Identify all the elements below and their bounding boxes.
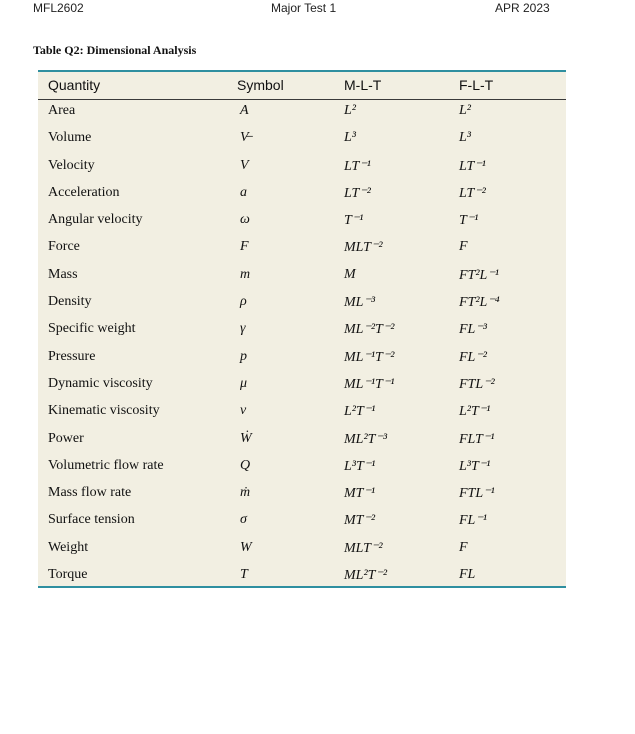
header-course-code: MFL2602 [33, 1, 84, 15]
table-row [38, 510, 566, 537]
symbol-cell: a [240, 184, 247, 200]
table-row [38, 347, 566, 374]
quantity-cell: Force [48, 239, 80, 255]
table-body [38, 101, 566, 592]
symbol-cell: Ẇ [240, 430, 252, 446]
flt-dimension-cell: FL⁻² [459, 349, 487, 365]
mlt-dimension-cell: ML⁻¹T⁻² [344, 349, 395, 365]
quantity-cell: Pressure [48, 348, 96, 364]
symbol-cell: μ [240, 375, 248, 391]
symbol-cell: T [240, 567, 248, 583]
table-row [38, 101, 566, 128]
table-row [38, 374, 566, 401]
mlt-dimension-cell: MT⁻² [344, 513, 376, 529]
mlt-dimension-cell: L² [344, 103, 356, 118]
dimensional-analysis-table [38, 70, 566, 588]
symbol-cell: γ [240, 321, 246, 337]
quantity-cell: Kinematic viscosity [48, 403, 160, 419]
quantity-cell: Specific weight [48, 321, 136, 337]
flt-dimension-cell: FL⁻³ [459, 322, 487, 338]
table-row [38, 210, 566, 237]
symbol-cell: V̶ [240, 130, 249, 146]
flt-dimension-cell: LT⁻² [459, 185, 486, 201]
flt-dimension-cell: FL⁻¹ [459, 513, 487, 529]
column-header-flt: F-L-T [459, 77, 494, 93]
symbol-cell: ρ [240, 294, 247, 310]
quantity-cell: Dynamic viscosity [48, 375, 153, 391]
table-row [38, 429, 566, 456]
flt-dimension-cell: FL [459, 567, 476, 583]
flt-dimension-cell: FLT⁻¹ [459, 431, 495, 447]
table-header-row [38, 72, 566, 100]
quantity-cell: Power [48, 430, 84, 446]
quantity-cell: Volumetric flow rate [48, 457, 164, 473]
symbol-cell: Q [240, 457, 251, 473]
symbol-cell: W [240, 539, 252, 555]
table-row [38, 128, 566, 155]
symbol-cell: V [240, 157, 249, 173]
quantity-cell: Torque [48, 567, 88, 583]
flt-dimension-cell: FT²L⁻¹ [459, 267, 499, 283]
symbol-cell: σ [240, 512, 247, 528]
table-row [38, 538, 566, 565]
flt-dimension-cell: FTL⁻¹ [459, 486, 495, 502]
mlt-dimension-cell: L²T⁻¹ [344, 404, 376, 420]
table-row [38, 237, 566, 264]
mlt-dimension-cell: LT⁻¹ [344, 158, 371, 174]
table-row [38, 483, 566, 510]
symbol-cell: m [240, 266, 251, 282]
table-row [38, 265, 566, 292]
header-test-title: Major Test 1 [271, 1, 337, 15]
symbol-cell: p [240, 348, 247, 364]
flt-dimension-cell: T⁻¹ [459, 213, 479, 229]
flt-dimension-cell: L³ [459, 130, 471, 146]
table-row [38, 156, 566, 183]
table-row [38, 183, 566, 210]
mlt-dimension-cell: ML²T⁻² [344, 568, 388, 584]
quantity-cell: Density [48, 294, 92, 310]
quantity-cell: Surface tension [48, 512, 135, 528]
table-row [38, 401, 566, 428]
mlt-dimension-cell: MT⁻¹ [344, 486, 376, 502]
column-header-mlt: M-L-T [344, 77, 382, 93]
header-date: APR 2023 [495, 1, 550, 15]
mlt-dimension-cell: ML²T⁻³ [344, 431, 388, 447]
mlt-dimension-cell: L³ [344, 130, 356, 146]
symbol-cell: ω [240, 212, 250, 228]
flt-dimension-cell: FT²L⁻⁴ [459, 295, 500, 311]
mlt-dimension-cell: L³T⁻¹ [344, 458, 376, 474]
symbol-cell: ṁ [240, 485, 251, 501]
flt-dimension-cell: L²T⁻¹ [459, 404, 491, 420]
quantity-cell: Acceleration [48, 184, 120, 200]
mlt-dimension-cell: T⁻¹ [344, 213, 364, 229]
mlt-dimension-cell: ML⁻¹T⁻¹ [344, 376, 395, 392]
column-header-symbol: Symbol [237, 77, 284, 93]
quantity-cell: Mass flow rate [48, 485, 132, 501]
mlt-dimension-cell: MLT⁻² [344, 540, 383, 556]
symbol-cell: F [240, 239, 249, 255]
flt-dimension-cell: F [459, 539, 468, 555]
flt-dimension-cell: F [459, 239, 468, 255]
flt-dimension-cell: LT⁻¹ [459, 158, 486, 174]
mlt-dimension-cell: MLT⁻² [344, 240, 383, 256]
quantity-cell: Weight [48, 539, 89, 555]
mlt-dimension-cell: ML⁻²T⁻² [344, 322, 395, 338]
symbol-cell: ν [240, 403, 247, 419]
flt-dimension-cell: FTL⁻² [459, 376, 495, 392]
table-caption: Table Q2: Dimensional Analysis [33, 43, 197, 57]
symbol-cell: A [240, 103, 249, 118]
mlt-dimension-cell: M [344, 266, 356, 282]
quantity-cell: Angular velocity [48, 212, 143, 228]
column-header-quantity: Quantity [48, 77, 101, 93]
mlt-dimension-cell: ML⁻³ [344, 295, 376, 311]
flt-dimension-cell: L³T⁻¹ [459, 458, 491, 474]
table-row [38, 292, 566, 319]
quantity-cell: Velocity [48, 157, 95, 173]
table-row [38, 565, 566, 592]
flt-dimension-cell: L² [459, 103, 471, 118]
table-row [38, 319, 566, 346]
quantity-cell: Volume [48, 130, 92, 146]
mlt-dimension-cell: LT⁻² [344, 185, 371, 201]
quantity-cell: Area [48, 103, 76, 118]
quantity-cell: Mass [48, 266, 78, 282]
table-row [38, 456, 566, 483]
